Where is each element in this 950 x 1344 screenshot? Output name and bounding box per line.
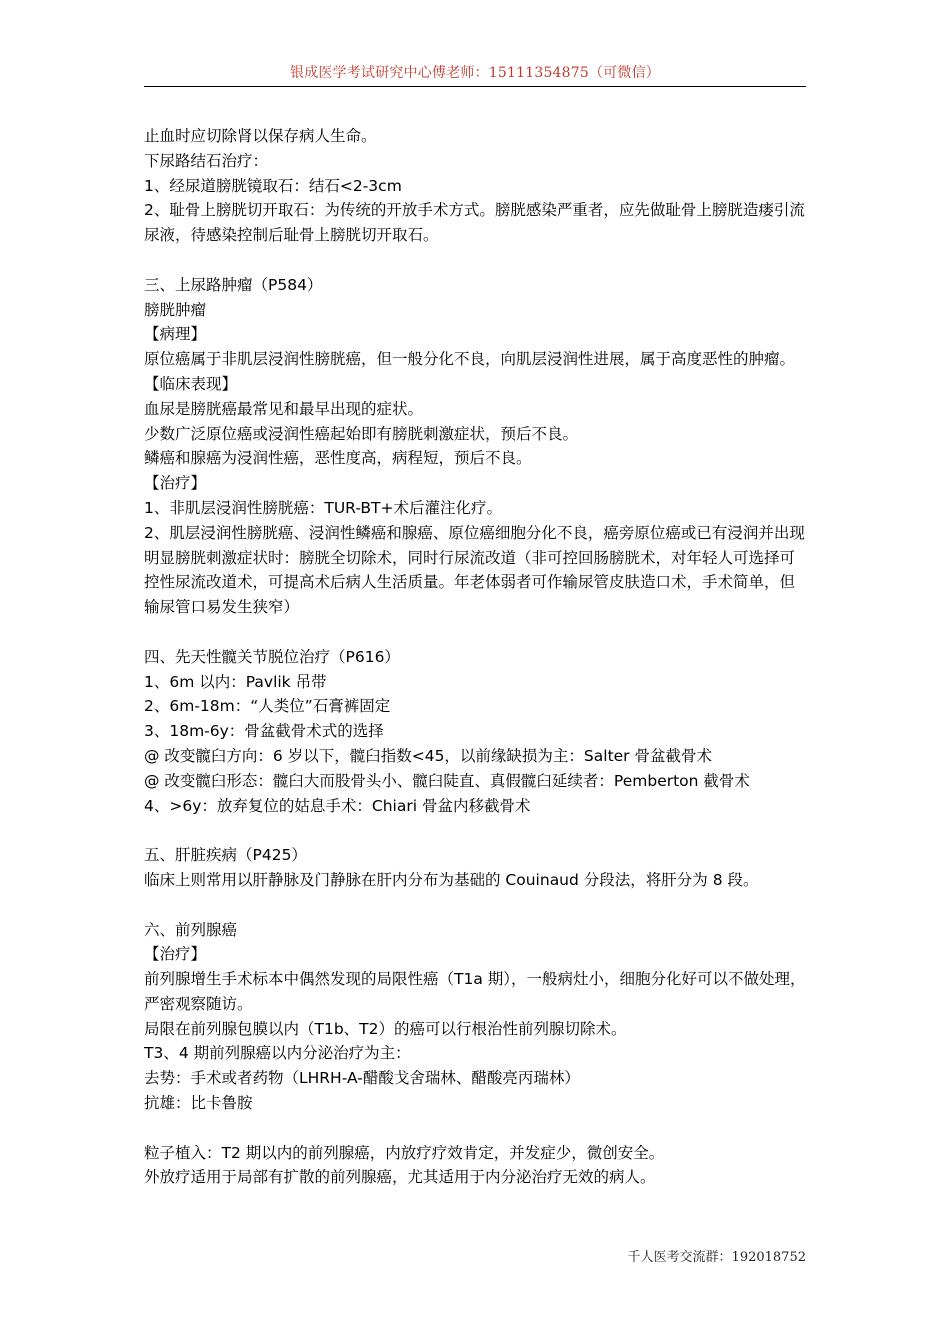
text-line: 1、非肌层浸润性膀胱癌：TUR-BT+术后灌注化疗。 — [144, 498, 502, 517]
text-line: 临床上则常用以肝静脉及门静脉在肝内分布为基础的 Couinaud 分段法，将肝分为 8 段。 — [144, 870, 759, 889]
blank-line — [144, 1116, 808, 1141]
subheading: 【治疗】 — [144, 474, 207, 493]
subheading: 【临床表现】 — [144, 374, 238, 393]
text-line: 1、6m 以内：Pavlik 吊带 — [144, 672, 327, 691]
page-footer: 千人医考交流群：192018752 — [627, 1250, 806, 1265]
text-line: @ 改变髋臼形态：髋臼大而股骨头小、髋臼陡直、真假髋臼延续者：Pemberton 截骨术 — [144, 771, 750, 790]
blank-line — [144, 248, 808, 273]
text-line: 2、肌层浸润性膀胱癌、浸润性鳞癌和腺癌、原位癌细胞分化不良，癌旁原位癌或已有浸润并出现明显膀胱刺激症状时：膀胱全切除术，同时行尿流改道（非可控回肠膀胱术，对年轻人可选择可控性尿流改道术，可提高术后病人生活质量。年老体弱者可作输尿管皮肤造口术，手术简单，但输尿管口易发生狭窄） — [144, 523, 805, 617]
blank-line — [144, 893, 808, 918]
text-line: T3、4 期前列腺癌以内分泌治疗为主： — [144, 1044, 411, 1063]
text-line: 外放疗适用于局部有扩散的前列腺癌，尤其适用于内分泌治疗无效的病人。 — [144, 1168, 656, 1187]
blank-line — [144, 818, 808, 843]
subheading: 【治疗】 — [144, 945, 207, 964]
text-line: 去势：手术或者药物（LHRH-A-醋酸戈舍瑞林、醋酸亮丙瑞林） — [144, 1069, 580, 1088]
text-line: 1、经尿道膀胱镜取石：结石<2-3cm — [144, 176, 402, 195]
section-heading: 四、先天性髋关节脱位治疗（P616） — [144, 647, 400, 666]
subheading: 【病理】 — [144, 325, 207, 344]
text-line: 止血时应切除肾以保存病人生命。 — [144, 127, 377, 145]
section-heading: 三、上尿路肿瘤（P584） — [144, 275, 323, 294]
text-line: 膀胱肿瘤 — [144, 300, 207, 319]
text-line: 2、耻骨上膀胱切开取石：为传统的开放手术方式。膀胱感染严重者，应先做耻骨上膀胱造瘘引流尿液，待感染控制后耻骨上膀胱切开取石。 — [144, 201, 805, 245]
text-line: 下尿路结石治疗： — [144, 151, 269, 170]
text-line: @ 改变髋臼方向：6 岁以下，髋臼指数<45，以前缘缺损为主：Salter 骨盆截骨术 — [144, 746, 712, 765]
text-line: 3、18m-6y：骨盆截骨术式的选择 — [144, 722, 384, 741]
text-line: 鳞癌和腺癌为浸润性癌，恶性度高，病程短，预后不良。 — [144, 449, 532, 468]
text-line: 少数广泛原位癌或浸润性癌起始即有膀胱刺激症状，预后不良。 — [144, 424, 579, 443]
text-line: 局限在前列腺包膜以内（T1b、T2）的癌可以行根治性前列腺切除术。 — [144, 1019, 627, 1038]
text-line: 2、6m-18m：“人类位”石膏裤固定 — [144, 697, 391, 716]
text-line: 前列腺增生手术标本中偶然发现的局限性癌（T1a 期），一般病灶小，细胞分化好可以不做处理，严密观察随访。 — [144, 970, 806, 1013]
section-heading: 五、肝脏疾病（P425） — [144, 846, 307, 865]
header-divider — [144, 86, 806, 87]
section-heading: 六、前列腺癌 — [144, 920, 238, 939]
text-line: 原位癌属于非肌层浸润性膀胱癌，但一般分化不良，向肌层浸润性进展，属于高度恶性的肿瘤。 — [144, 350, 796, 369]
text-line: 粒子植入：T2 期以内的前列腺癌，内放疗疗效肯定，并发症少，微创安全。 — [144, 1143, 665, 1162]
text-line: 血尿是膀胱癌最常见和最早出现的症状。 — [144, 399, 424, 418]
document-body — [144, 124, 808, 1190]
text-line: 4、>6y：放弃复位的姑息手术：Chiari 骨盆内移截骨术 — [144, 796, 531, 815]
text-line: 抗雄：比卡鲁胺 — [144, 1094, 253, 1113]
page-header: 银成医学考试研究中心傅老师：15111354875（可微信） — [290, 65, 660, 81]
blank-line — [144, 620, 808, 645]
